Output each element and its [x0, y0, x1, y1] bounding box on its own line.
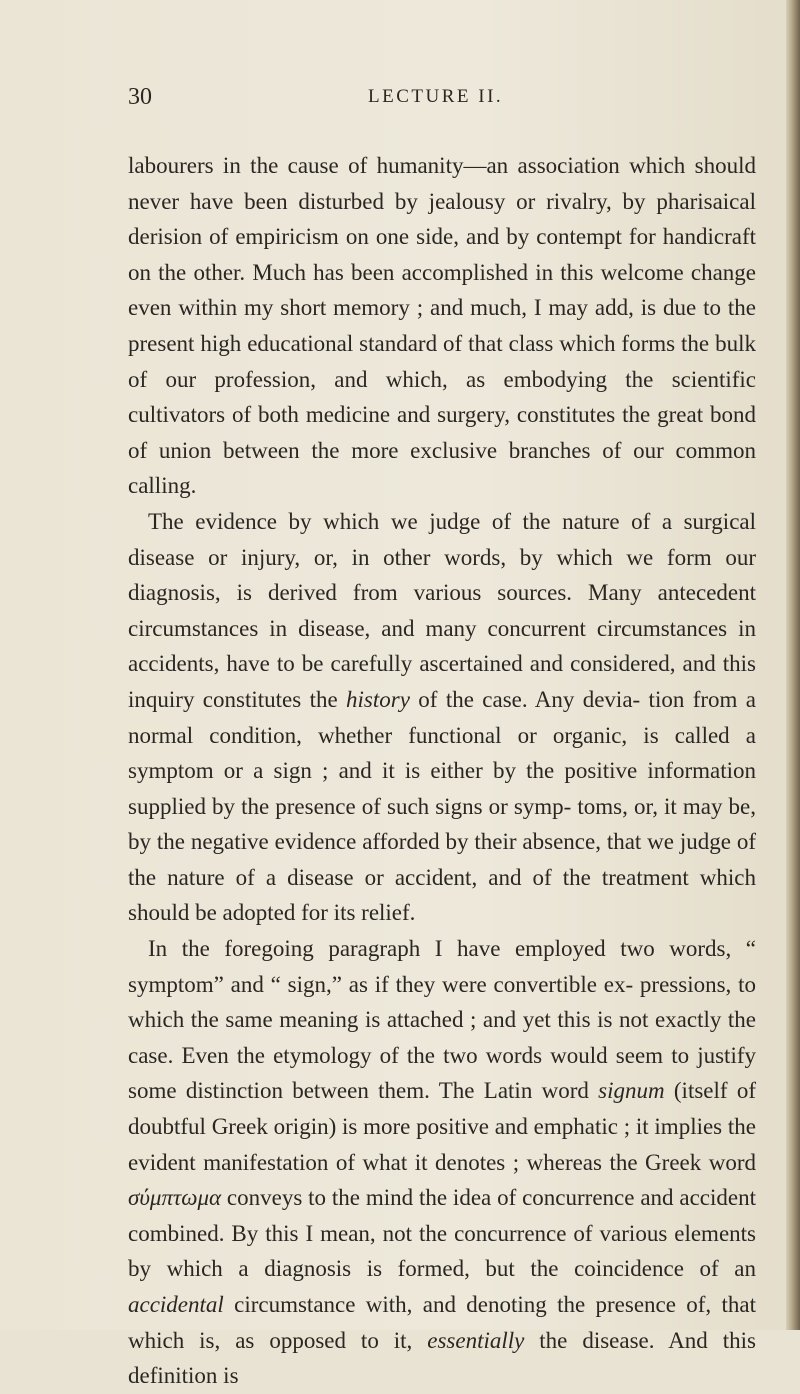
- paragraph-text: The evidence by which we judge of the nature of a surgical disease or injury, or, in other words, by which we form our diagnosis, is derived from various sources. Many antecedent circumstances in disease, and many concurrent circumstances in accidents, have to be carefully ascertained and considered, and this inquiry constitutes the: [128, 508, 756, 712]
- running-head: LECTURE II.: [368, 86, 504, 107]
- paragraph-text: of the case. Any devia- tion from a normal condition, whether functional or organic, is called a symptom or a sign ; and it is either by the positive information supplied by the presence of such signs or symp- toms, or, it may be, by the negative evidence afforded by their absence, that we judge of the nature of a disease or accident, and of the treatment which should be adopted for its relief.: [128, 686, 757, 926]
- paragraph-text: circumstance with, and denoting the presence of, that which is, as opposed to it,: [128, 1292, 756, 1353]
- paragraph-1: [128, 148, 756, 504]
- paragraph-text: the disease. And this definition is: [128, 1327, 756, 1389]
- page-header: [128, 84, 748, 114]
- paragraph-3: [128, 931, 756, 1394]
- paragraph-text: conveys to the mind the idea of concurrence and accident combined. By this I mean, not the concurrence of various elements by which a diagnosis is formed, but the coincidence of an: [128, 1185, 756, 1282]
- paragraph-text: labourers in the cause of humanity—an association which should never have been disturbed by jealousy or rivalry, by pharisaical derision of empiricism on one side, and by contempt for handicraft on the other. Much has been accomplished in this welcome change even within my short memory ; and much, I may add, is due to the present high educational standard of that class which forms the bulk of our profession, and which, as embodying the scientific cultivators of both medicine and surgery, constitutes the great bond of union between the more exclusive branches of our common calling.: [128, 153, 756, 499]
- italic-term-essentially: essentially: [427, 1327, 525, 1353]
- italic-term-history: history: [346, 686, 410, 712]
- italic-term-signum: signum: [598, 1078, 665, 1104]
- greek-word: σύμπτωμα: [128, 1185, 222, 1211]
- body-text: [128, 148, 756, 1394]
- paragraph-text: (itself of doubtful Greek origin) is more positive and emphatic ; it implies the evident manifestation of what it denotes ; whereas the Greek word: [128, 1078, 756, 1175]
- italic-term-accidental: accidental: [128, 1292, 224, 1317]
- paragraph-2: [128, 504, 756, 931]
- paragraph-text: In the foregoing paragraph I have employed two words, “ symptom” and “ sign,” as if they were convertible ex- pressions, to which the same meaning is attached ; and yet this is not exactly the case. Even the etymology of the two words would seem to justify some distinction between them. The Latin word: [128, 936, 756, 1104]
- page-number: 30: [128, 84, 152, 110]
- page-edge-shadow: [786, 0, 800, 1330]
